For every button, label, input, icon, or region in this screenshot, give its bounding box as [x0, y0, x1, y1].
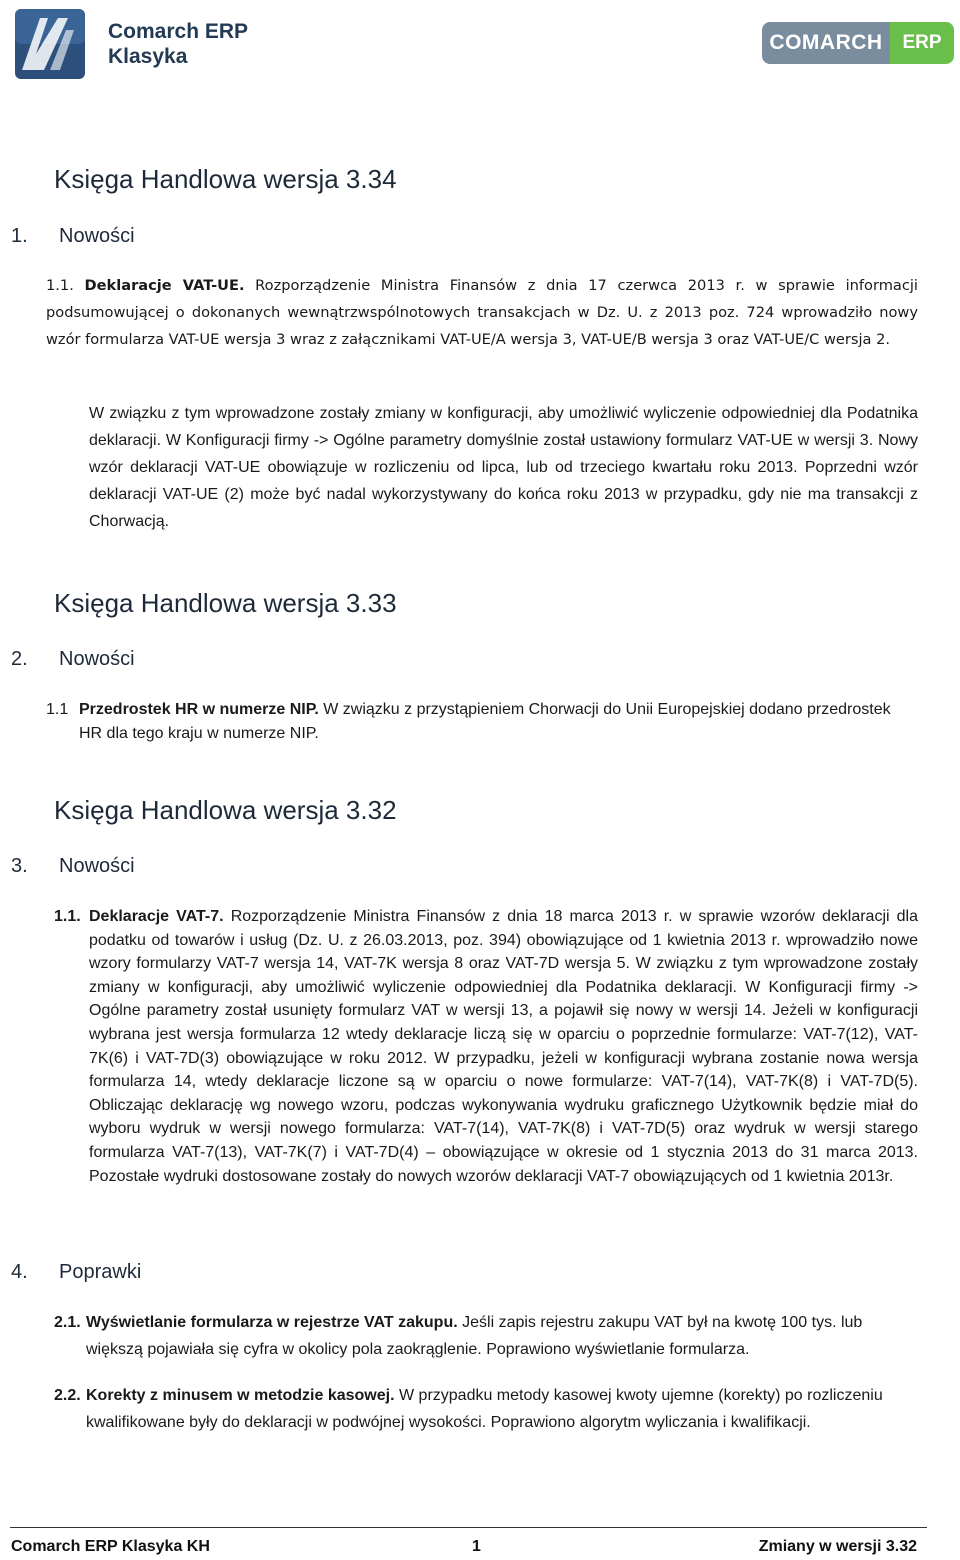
item-text-block: [79, 698, 906, 746]
fix-text: Jeśli zapis rejestru zakupu VAT był na kwotę 100 tys. lub większą pojawiała się cyfra w okolicy pola zaokrąglenie. Poprawiono wyświetlanie formularza.: [86, 1314, 863, 1358]
footer-product: Comarch ERP Klasyka KH: [11, 1538, 210, 1555]
item-bold-title: Przedrostek HR w numerze NIP.: [79, 701, 319, 718]
item-text-block: [46, 272, 918, 353]
item-number: 1.1: [46, 701, 69, 718]
logo-brand-text: COMARCH: [769, 31, 883, 54]
fix-text: W przypadku metody kasowej kwoty ujemne (korekty) po rozliczeniu kwalifikowane były do deklaracji w podwójnej wysokości. Poprawiono algorytm wyliczania i kwalifikacji.: [86, 1387, 883, 1431]
item-bold-title: Deklaracje VAT-UE.: [84, 277, 245, 294]
item-vat-ue: [46, 272, 918, 353]
version-title-333: Księga Handlowa wersja 3.33: [54, 588, 397, 618]
fix-number: 2.2.: [54, 1387, 81, 1404]
item-text-block: [89, 905, 918, 1188]
fix-text-block: [86, 1382, 918, 1436]
section-number: 1.: [11, 225, 28, 247]
item-bold-title: Deklaracje VAT-7.: [89, 908, 224, 925]
item-number: 1.1.: [46, 277, 74, 294]
section-heading-nowosci-1: [11, 225, 135, 248]
section-label: Nowości: [59, 855, 135, 877]
footer-divider: [10, 1527, 927, 1528]
section-number: 4.: [11, 1261, 28, 1283]
item-number: 1.1.: [54, 908, 81, 925]
comarch-erp-logo: [762, 22, 954, 66]
comarch-erp-klasyka-logo: [14, 8, 254, 82]
section-heading-nowosci-2: [11, 648, 135, 671]
item-text: Rozporządzenie Ministra Finansów z dnia 18 marca 2013 r. w sprawie wzorów deklaracji dla podatku od towarów i usług (Dz. U. z 26.03.2013, poz. 394) obowiązujące od 1 kwietnia 2013 r. wprowadziło nowe wzory formularzy VAT-7 wersja 14, VAT-7K wersja 8 oraz VAT-7D wersja 5. W związku z tym wprowadzone zostały zmiany w konfiguracji, aby umożliwić wyliczenie odpowiedniej dla Podatnika deklaracji. W Konfiguracji firmy -> Ogólne parametry został usunięty formularz VAT w wersji 13, a pojawił się nowy w wersji 14. Jeżeli w konfiguracji wybrana jest wersja formularza 12 wtedy deklaracje liczą się w oparciu o poprzednie formularze: VAT-7(12), VAT-7K(6) i VAT-7D(3) obowiązujące w roku 2012. W przypadku, jeżeli w konfiguracji wybrana zostanie nowa wersja formularza 14, wtedy deklaracje liczone są w oparciu o nowe formularze: VAT-7(14), VAT-7K(8) i VAT-7D(5). Obliczając deklarację wg nowego wzoru, podczas wykonywania wydruku graficznego Użytkownik będzie miał do wyboru wydruk w wersji nowego formularza: VAT-7(14), VAT-7K(8) i VAT-7D(5) oraz wydruk w wersji starego formularza VAT-7(13), VAT-7K(7) i VAT-7D(4) – obowiązujące w okresie od 1 stycznia 2013 do 31 marca 2013. Pozostałe wydruki dostosowane zostały do nowych wzorów deklaracji VAT-7 obowiązujących od 1 kwietnia 2013r.: [89, 908, 919, 1185]
fix-bold-title: Korekty z minusem w metodzie kasowej.: [86, 1387, 395, 1404]
fix-item-1: [54, 1309, 918, 1363]
section-label: Nowości: [59, 648, 135, 670]
footer-page-number: 1: [472, 1538, 481, 1555]
logo-line1: Comarch ERP: [108, 20, 249, 43]
version-title-334: Księga Handlowa wersja 3.34: [54, 164, 397, 194]
logo-line2: Klasyka: [108, 45, 188, 68]
fix-number: 2.1.: [54, 1314, 81, 1331]
paragraph-vat-ue-config: W związku z tym wprowadzone zostały zmiany w konfiguracji, aby umożliwić wyliczenie odpowiedniej dla Podatnika deklaracji. W Konfiguracji firmy -> Ogólne parametry domyślnie został ustawiony formularz VAT-UE w wersji 3. Nowy wzór deklaracji VAT-UE obowiązuje w rozliczeniu od lipca, lub od trzeciego kwartału roku 2013. Poprzedni wzór deklaracji VAT-UE (2) może być nadal wykorzystywany do końca roku 2013 w przypadku, gdy nie ma transakcji z Chorwacją.: [89, 405, 918, 530]
section-heading-poprawki: [11, 1261, 141, 1284]
logo-suffix-text: ERP: [902, 32, 942, 53]
footer-version-note: Zmiany w wersji 3.32: [758, 1538, 917, 1555]
section-label: Nowości: [59, 225, 135, 247]
fix-bold-title: Wyświetlanie formularza w rejestrze VAT zakupu.: [86, 1314, 458, 1331]
section-heading-nowosci-3: [11, 855, 135, 878]
item-vat-7: [54, 905, 918, 1188]
version-title-332: Księga Handlowa wersja 3.32: [54, 795, 397, 825]
item-text: Rozporządzenie Ministra Finansów z dnia 17 czerwca 2013 r. w sprawie informacji podsumowującej o dokonanych wewnątrzwspólnotowych transakcjach w Dz. U. z 2013 poz. 724 wprowadziło nowy wzór formularza VAT-UE wersja 3 wraz z załącznikami VAT-UE/A wersja 3, VAT-UE/B wersja 3 oraz VAT-UE/C wersja 2.: [46, 277, 918, 348]
fix-text-block: [86, 1309, 918, 1363]
fix-item-2: [54, 1382, 918, 1436]
section-label: Poprawki: [59, 1261, 142, 1283]
section-number: 3.: [11, 855, 28, 877]
item-hr-prefix: [46, 698, 906, 746]
section-number: 2.: [11, 648, 28, 670]
item-text: W związku z przystąpieniem Chorwacji do Unii Europejskiej dodano przedrostek HR dla tego kraju w numerze NIP.: [79, 701, 891, 742]
